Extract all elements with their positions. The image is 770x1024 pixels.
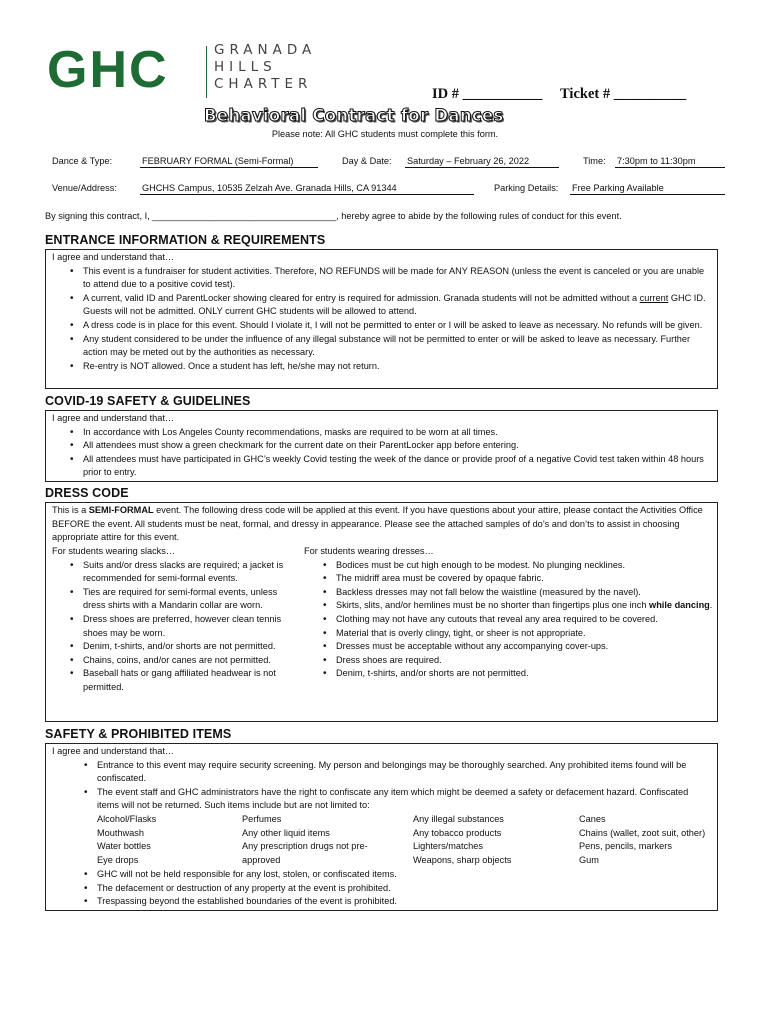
list-item: • Material that is overly clingy, tight, or sheer is not appropriate. [336,627,719,641]
time-label: Time: [583,156,606,166]
logo-line-1: GRANADA [214,42,317,58]
list-item: • A dress code is in place for this event. Should I violate it, I will not be permitted to enter or I will be asked to leave as necessary. No refunds will be given. [83,319,711,333]
dress-code-box [45,502,718,722]
parking-value[interactable]: Free Parking Available [570,183,725,195]
section-heading-entrance: ENTRANCE INFORMATION & REQUIREMENTS [45,233,326,247]
prohibited-items-col-3 [413,813,563,867]
prohibited-item: Perfumes [242,814,282,824]
list-item-text: A current, valid ID and ParentLocker showing cleared for entry is required for admission. Granada students will not be admitted without a [83,292,640,303]
dresses-title: For students wearing dresses… [304,546,434,556]
list-item: • All attendees must have participated in GHC’s weekly Covid testing the week of the dance or provide proof of a negative Covid test taken within 48 hours prior to entry. [83,453,711,480]
list-item-text: GHC ID. Guests will not be admitted. ONLY current GHC students will be allowed to attend. [83,292,706,317]
list-item: • All attendees must show a green checkmark for the current date on their ParentLocker app before entering. [83,439,711,453]
logo-line-2: HILLS [214,59,277,75]
logo-divider [206,46,207,98]
dance-type-label: Dance & Type: [52,156,113,166]
list-item: • In accordance with Los Angeles County recommendations, masks are required to be worn at all times. [83,426,711,440]
prohibited-item: Canes [579,814,606,824]
prohibited-item: Gum [579,854,599,865]
ticket-number-field[interactable]: Ticket # __________ [560,86,687,102]
while-dancing-emphasis: while dancing [649,600,710,611]
list-item: • Ties are required for semi-formal events, unless dress shirts with a Mandarin collar are worn. [83,586,292,613]
prohibited-item: Alcohol/Flasks [97,814,157,824]
id-number-field[interactable]: ID # ___________ [432,86,543,102]
list-item-text: . [709,600,713,611]
safety-intro: I agree and understand that… [52,746,175,756]
page-title: Behavioral Contract for Dances [204,106,504,125]
prohibited-items-col-2 [242,813,402,867]
list-item: • Backless dresses may not fall below the waistline (measured by the navel). [336,586,719,600]
dress-intro [52,504,711,545]
prohibited-item: Eye drops [97,854,139,865]
list-item: • Bodices must be cut high enough to be modest. No plunging necklines. [336,559,719,573]
signing-statement[interactable]: By signing this contract, I, ____________________________________, hereby agree to abide by the following rules of conduct for this event. [45,211,622,221]
entrance-box [45,249,718,389]
prohibited-item: Mouthwash [97,827,144,838]
list-item: • Re-entry is NOT allowed. Once a student has left, he/she may not return. [83,360,711,374]
list-item: • Trespassing beyond the established boundaries of the event is prohibited. [97,895,707,909]
list-item: • This event is a fundraiser for student activities. Therefore, NO REFUNDS will be made for ANY REASON (unless the event is canceled or you are unable to attend due to a positive covid test). [83,265,711,292]
prohibited-items-col-1 [97,813,247,867]
prohibited-item: Water bottles [97,841,151,852]
semi-formal-emphasis: SEMI-FORMAL [88,505,154,515]
list-item: • Dress shoes are required. [336,654,719,668]
dance-type-value[interactable]: FEBRUARY FORMAL (Semi-Formal) [140,156,318,168]
prohibited-item: Weapons, sharp objects [413,854,512,865]
form-note: Please note: All GHC students must complete this form. [271,129,499,139]
time-value[interactable]: 7:30pm to 11:30pm [615,156,725,168]
list-item-text: Skirts, slits, and/or hemlines must be no shorter than fingertips plus one inch [336,600,650,611]
parking-label: Parking Details: [494,183,559,193]
prohibited-item: Any illegal substances [413,814,504,824]
logo-line-3: CHARTER [214,76,313,92]
prohibited-item: Any tobacco products [413,827,502,838]
list-item: • Denim, t-shirts, and/or shorts are not permitted. [83,640,292,654]
list-item: • GHC will not be held responsible for any lost, stolen, or confiscated items. [97,868,707,882]
list-item: • Baseball hats or gang affiliated headwear is not permitted. [83,667,292,694]
prohibited-item: Any prescription drugs not pre- [242,841,368,852]
venue-value[interactable]: GHCHS Campus, 10535 Zelzah Ave. Granada Hills, CA 91344 [140,183,474,195]
prohibited-item: Chains (wallet, zoot suit, other) [579,827,706,838]
section-heading-safety: SAFETY & PROHIBITED ITEMS [45,727,232,741]
section-heading-dress-code: DRESS CODE [45,486,129,500]
entrance-intro: I agree and understand that… [52,252,175,262]
list-item: • Chains, coins, and/or canes are not permitted. [83,654,292,668]
slacks-title: For students wearing slacks… [52,546,176,556]
dress-intro-text: event. The following dress code will be applied at this event. If you have questions about your attire, please contact the Activities Office BEFORE the event. All students must be neat, formal, and dressy in appearance. Please see the attached samples of do’s and don’ts to assist in choosing appropriate attire for this event. [52,505,703,543]
covid-intro: I agree and understand that… [52,413,175,423]
slacks-column [52,545,292,695]
list-item: • Entrance to this event may require security screening. My person and belongings may be thoroughly searched. Any prohibited items found will be confiscated. [97,759,711,786]
dresses-column [304,545,719,681]
day-date-label: Day & Date: [342,156,392,166]
list-item: • Any student considered to be under the influence of any illegal substance will not be permitted to enter or will be asked to leave as necessary. Further action may be meted out by the authorities as necessary. [83,333,711,360]
section-heading-covid: COVID-19 SAFETY & GUIDELINES [45,394,251,408]
prohibited-item: Pens, pencils, markers [579,841,672,852]
ghc-logo: GHC [47,41,169,99]
prohibited-item: Any other liquid items [242,827,330,838]
prohibited-items-col-4 [579,813,719,867]
list-item: • The midriff area must be covered by opaque fabric. [336,572,719,586]
prohibited-item: approved [242,854,281,865]
day-date-value[interactable]: Saturday – February 26, 2022 [405,156,559,168]
covid-box [45,410,718,482]
list-item: • Dress shoes are preferred, however clean tennis shoes may be worn. [83,613,292,640]
logo-wordmark [214,42,316,93]
underlined-text: current [639,292,669,303]
dress-intro-text: This is a [52,505,89,515]
list-item: • The defacement or destruction of any property at the event is prohibited. [97,882,707,896]
list-item: • The event staff and GHC administrators have the right to confiscate any item which might be deemed a safety or defacement hazard. Confiscated items will not be returned. Such items include but are not limited to: [97,786,711,813]
venue-label: Venue/Address: [52,183,117,193]
list-item [336,599,719,613]
list-item: • Clothing may not have any cutouts that reveal any area required to be covered. [336,613,719,627]
list-item: • Suits and/or dress slacks are required; a jacket is recommended for semi-formal events. [83,559,292,586]
prohibited-item: Lighters/matches [413,841,483,852]
list-item: • Dresses must be acceptable without any accompanying cover-ups. [336,640,719,654]
list-item [83,292,711,319]
list-item: • Denim, t-shirts, and/or shorts are not permitted. [336,667,719,681]
safety-box [45,743,718,911]
